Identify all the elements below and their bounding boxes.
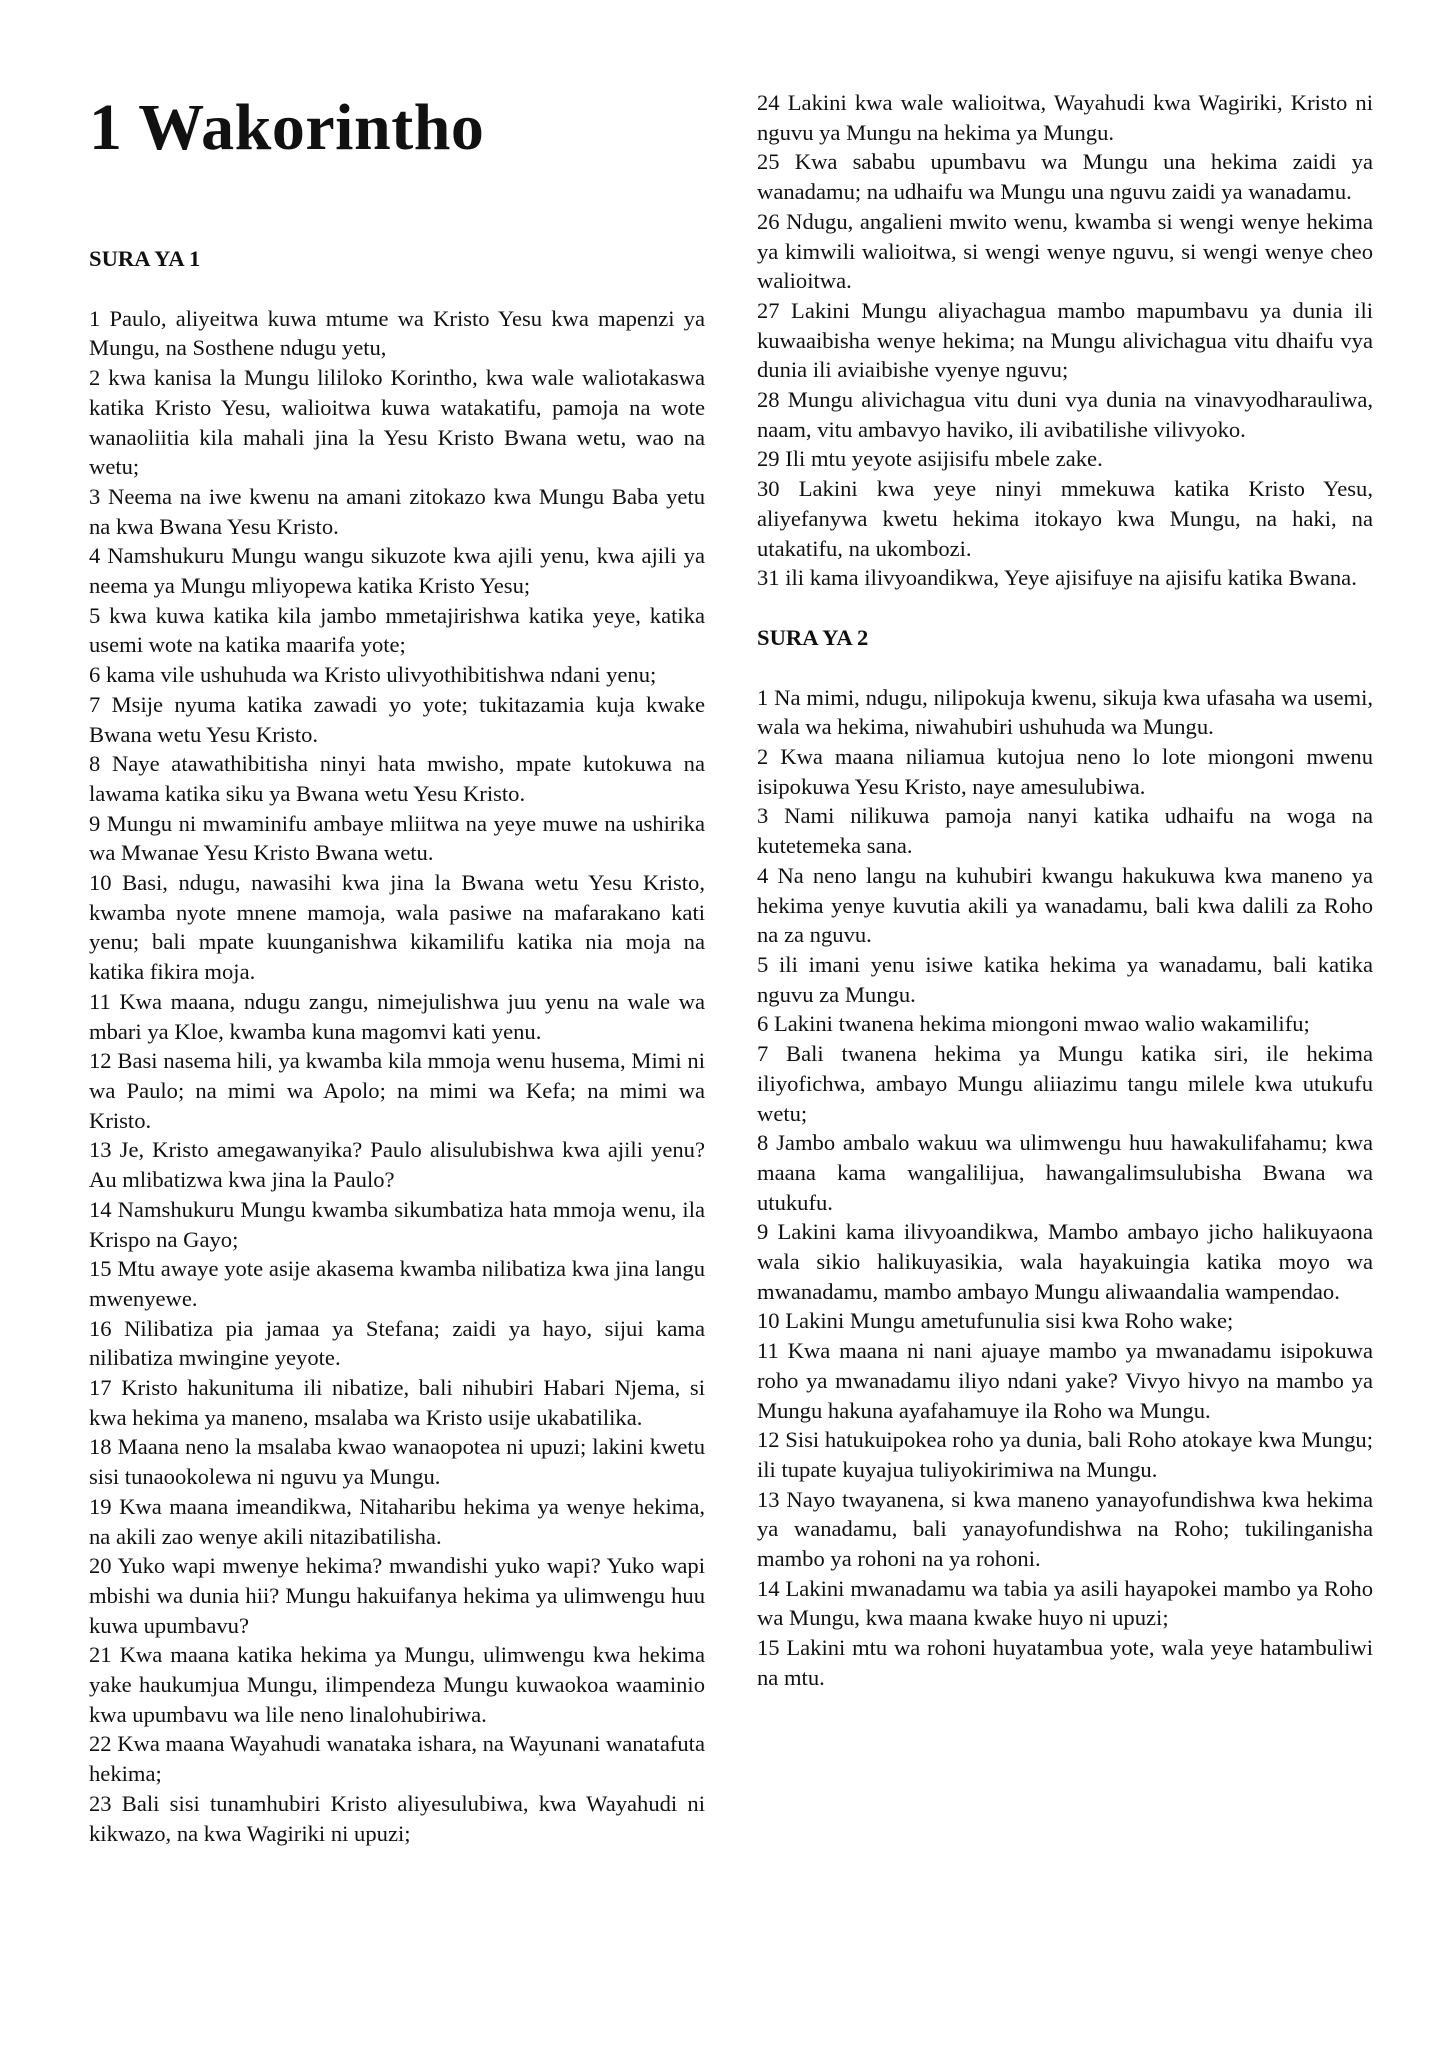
verse: 2 kwa kanisa la Mungu lililoko Korintho, kwa wale waliotakaswa katika Kristo Yesu, walioitwa kuwa watakatifu, pamoja na wote wanaoliitia kila mahali jina la Yesu Kristo Bwana wetu, wao na wetu; [89, 365, 705, 480]
verse: 12 Basi nasema hili, ya kwamba kila mmoja wenu husema, Mimi ni wa Paulo; na mimi wa Apolo; na mimi wa Kefa; na mimi wa Kristo. [89, 1048, 705, 1133]
verse: 25 Kwa sababu upumbavu wa Mungu una hekima zaidi ya wanadamu; na udhaifu wa Mungu una nguvu zaidi ya wanadamu. [757, 149, 1373, 205]
verse: 19 Kwa maana imeandikwa, Nitaharibu hekima ya wenye hekima, na akili zao wenye akili nitazibatilisha. [89, 1493, 705, 1549]
verse: 14 Namshukuru Mungu kwamba sikumbatiza hata mmoja wenu, ila Krispo na Gayo; [89, 1196, 705, 1252]
left-column [89, 90, 705, 1848]
verse: 29 Ili mtu yeyote asijisifu mbele zake. [757, 446, 1103, 472]
verse: 5 ili imani yenu isiwe katika hekima ya wanadamu, bali katika nguvu za Mungu. [757, 951, 1373, 1007]
verse: 18 Maana neno la msalaba kwao wanaopotea ni upuzi; lakini kwetu sisi tunaookolewa ni nguvu ya Mungu. [89, 1434, 705, 1490]
verse: 15 Lakini mtu wa rohoni huyatambua yote, wala yeye hatambuliwi na mtu. [757, 1635, 1373, 1690]
verse: 8 Naye atawathibitisha ninyi hata mwisho, mpate kutokuwa na lawama katika siku ya Bwana wetu Yesu Kristo. [89, 751, 705, 806]
verse: 4 Na neno langu na kuhubiri kwangu hakukuwa kwa maneno ya hekima yenye kuvutia akili ya wanadamu, bali kwa dalili za Roho na za nguvu. [757, 862, 1373, 948]
verse: 13 Nayo twayanena, si kwa maneno yanayofundishwa kwa hekima ya wanadamu, bali yanayofundishwa na Roho; tukilinganisha mambo ya rohoni na ya rohoni. [757, 1486, 1373, 1572]
verse: 8 Jambo ambalo wakuu wa ulimwengu huu hawakulifahamu; kwa maana kama wangalilijua, hawangalimsulubisha Bwana wa utukufu. [757, 1130, 1373, 1215]
verse: 31 ili kama ilivyoandikwa, Yeye ajisifuye na ajisifu katika Bwana. [757, 565, 1357, 591]
verse: 27 Lakini Mungu aliyachagua mambo mapumbavu ya dunia ili kuwaaibisha wenye hekima; na Mungu alivichagua vitu dhaifu vya dunia ili aviaibishe vyenye nguvu; [757, 297, 1373, 383]
verse: 9 Lakini kama ilivyoandikwa, Mambo ambayo jicho halikuyaona wala sikio halikuyasikia, wala hayakuingia katika moyo wa mwanadamu, mambo ambayo Mungu aliwaandalia wampendao. [757, 1219, 1373, 1304]
verse: 11 Kwa maana ni nani ajuaye mambo ya mwanadamu isipokuwa roho ya mwanadamu iliyo ndani yake? Vivyo hivyo na mambo ya Mungu hakuna ayafahamuye ila Roho wa Mungu. [757, 1338, 1373, 1423]
verse: 24 Lakini kwa wale walioitwa, Wayahudi kwa Wagiriki, Kristo ni nguvu ya Mungu na hekima ya Mungu. [757, 90, 1373, 145]
verse: 23 Bali sisi tunamhubiri Kristo aliyesulubiwa, kwa Wayahudi ni kikwazo, na kwa Wagiriki ni upuzi; [89, 1790, 705, 1846]
right-column [757, 88, 1373, 1693]
verse: 1 Paulo, aliyeitwa kuwa mtume wa Kristo Yesu kwa mapenzi ya Mungu, na Sosthene ndugu yetu, [89, 305, 705, 361]
verse: 15 Mtu awaye yote asije akasema kwamba nilibatiza kwa jina langu mwenyewe. [89, 1256, 705, 1311]
verse: 17 Kristo hakunituma ili nibatize, bali nihubiri Habari Njema, si kwa hekima ya maneno, msalaba wa Kristo usije ukabatilika. [89, 1375, 705, 1430]
verse: 11 Kwa maana, ndugu zangu, nimejulishwa juu yenu na wale wa mbari ya Kloe, kwamba kuna magomvi kati yenu. [89, 988, 705, 1044]
chapter-2-heading: SURA YA 2 [757, 624, 869, 650]
verse: 2 Kwa maana niliamua kutojua neno lo lote miongoni mwenu isipokuwa Yesu Kristo, naye amesulubiwa. [757, 744, 1373, 799]
verse: 4 Namshukuru Mungu wangu sikuzote kwa ajili yenu, kwa ajili ya neema ya Mungu mliyopewa katika Kristo Yesu; [89, 543, 705, 599]
verse: 7 Msije nyuma katika zawadi yo yote; tukitazamia kuja kwake Bwana wetu Yesu Kristo. [89, 691, 705, 747]
verse: 3 Nami nilikuwa pamoja nanyi katika udhaifu na woga na kutetemeka sana. [757, 803, 1373, 859]
verse: 30 Lakini kwa yeye ninyi mmekuwa katika Kristo Yesu, aliyefanywa kwetu hekima itokayo kwa Mungu, na haki, na utakatifu, na ukombozi. [757, 476, 1373, 561]
verse: 21 Kwa maana katika hekima ya Mungu, ulimwengu kwa hekima yake haukumjua Mungu, ilimpendeza Mungu kuwaokoa waaminio kwa upumbavu wa lile neno linalohubiriwa. [89, 1642, 705, 1727]
chapter-1-verses-part-2 [757, 88, 1373, 593]
chapter-1-heading: SURA YA 1 [89, 246, 201, 271]
verse: 7 Bali twanena hekima ya Mungu katika siri, ile hekima iliyofichwa, ambayo Mungu aliiazimu tangu milele kwa utukufu wetu; [757, 1041, 1373, 1126]
verse: 14 Lakini mwanadamu wa tabia ya asili hayapokei mambo ya Roho wa Mungu, kwa maana kwake huyo ni upuzi; [757, 1575, 1373, 1631]
chapter-2-verses [757, 683, 1373, 1693]
verse: 6 kama vile ushuhuda wa Kristo ulivyothibitishwa ndani yenu; [89, 662, 657, 688]
verse: 16 Nilibatiza pia jamaa ya Stefana; zaidi ya hayo, sijui kama nilibatiza mwingine yeyote. [89, 1315, 705, 1371]
verse: 26 Ndugu, angalieni mwito wenu, kwamba si wengi wenye hekima ya kimwili walioitwa, si wengi wenye nguvu, si wengi wenye cheo walioitwa. [757, 208, 1373, 294]
chapter-1-verses-part-1 [89, 304, 705, 1849]
book-title: 1 Wakorintho [89, 91, 485, 164]
verse: 10 Lakini Mungu ametufunulia sisi kwa Roho wake; [757, 1308, 1234, 1334]
verse: 22 Kwa maana Wayahudi wanataka ishara, na Wayunani wanatafuta hekima; [89, 1731, 705, 1787]
verse: 20 Yuko wapi mwenye hekima? mwandishi yuko wapi? Yuko wapi mbishi wa dunia hii? Mungu hakuifanya hekima ya ulimwengu huu kuwa upumbavu? [89, 1553, 705, 1638]
verse: 10 Basi, ndugu, nawasihi kwa jina la Bwana wetu Yesu Kristo, kwamba nyote mnene mamoja, wala pasiwe na mafarakano kati yenu; bali mpate kuunganishwa kikamilifu katika nia moja na katika fikira moja. [89, 870, 705, 985]
verse: 9 Mungu ni mwaminifu ambaye mliitwa na yeye muwe na ushirika wa Mwanae Yesu Kristo Bwana wetu. [89, 810, 705, 866]
verse: 13 Je, Kristo amegawanyika? Paulo alisulubishwa kwa ajili yenu? Au mlibatizwa kwa jina la Paulo? [89, 1137, 705, 1193]
verse: 6 Lakini twanena hekima miongoni mwao walio wakamilifu; [757, 1011, 1310, 1037]
verse: 28 Mungu alivichagua vitu duni vya dunia na vinavyodharauliwa, naam, vitu ambavyo haviko, ili avibatilishe vilivyoko. [757, 387, 1373, 442]
verse: 5 kwa kuwa katika kila jambo mmetajirishwa katika yeye, katika usemi wote na katika maarifa yote; [89, 602, 705, 658]
verse: 3 Neema na iwe kwenu na amani zitokazo kwa Mungu Baba yetu na kwa Bwana Yesu Kristo. [89, 483, 705, 539]
verse: 1 Na mimi, ndugu, nilipokuja kwenu, sikuja kwa ufasaha wa usemi, wala wa hekima, niwahubiri ushuhuda wa Mungu. [757, 684, 1373, 740]
verse: 12 Sisi hatukuipokea roho ya dunia, bali Roho atokaye kwa Mungu; ili tupate kuyajua tuliyokirimiwa na Mungu. [757, 1427, 1373, 1482]
